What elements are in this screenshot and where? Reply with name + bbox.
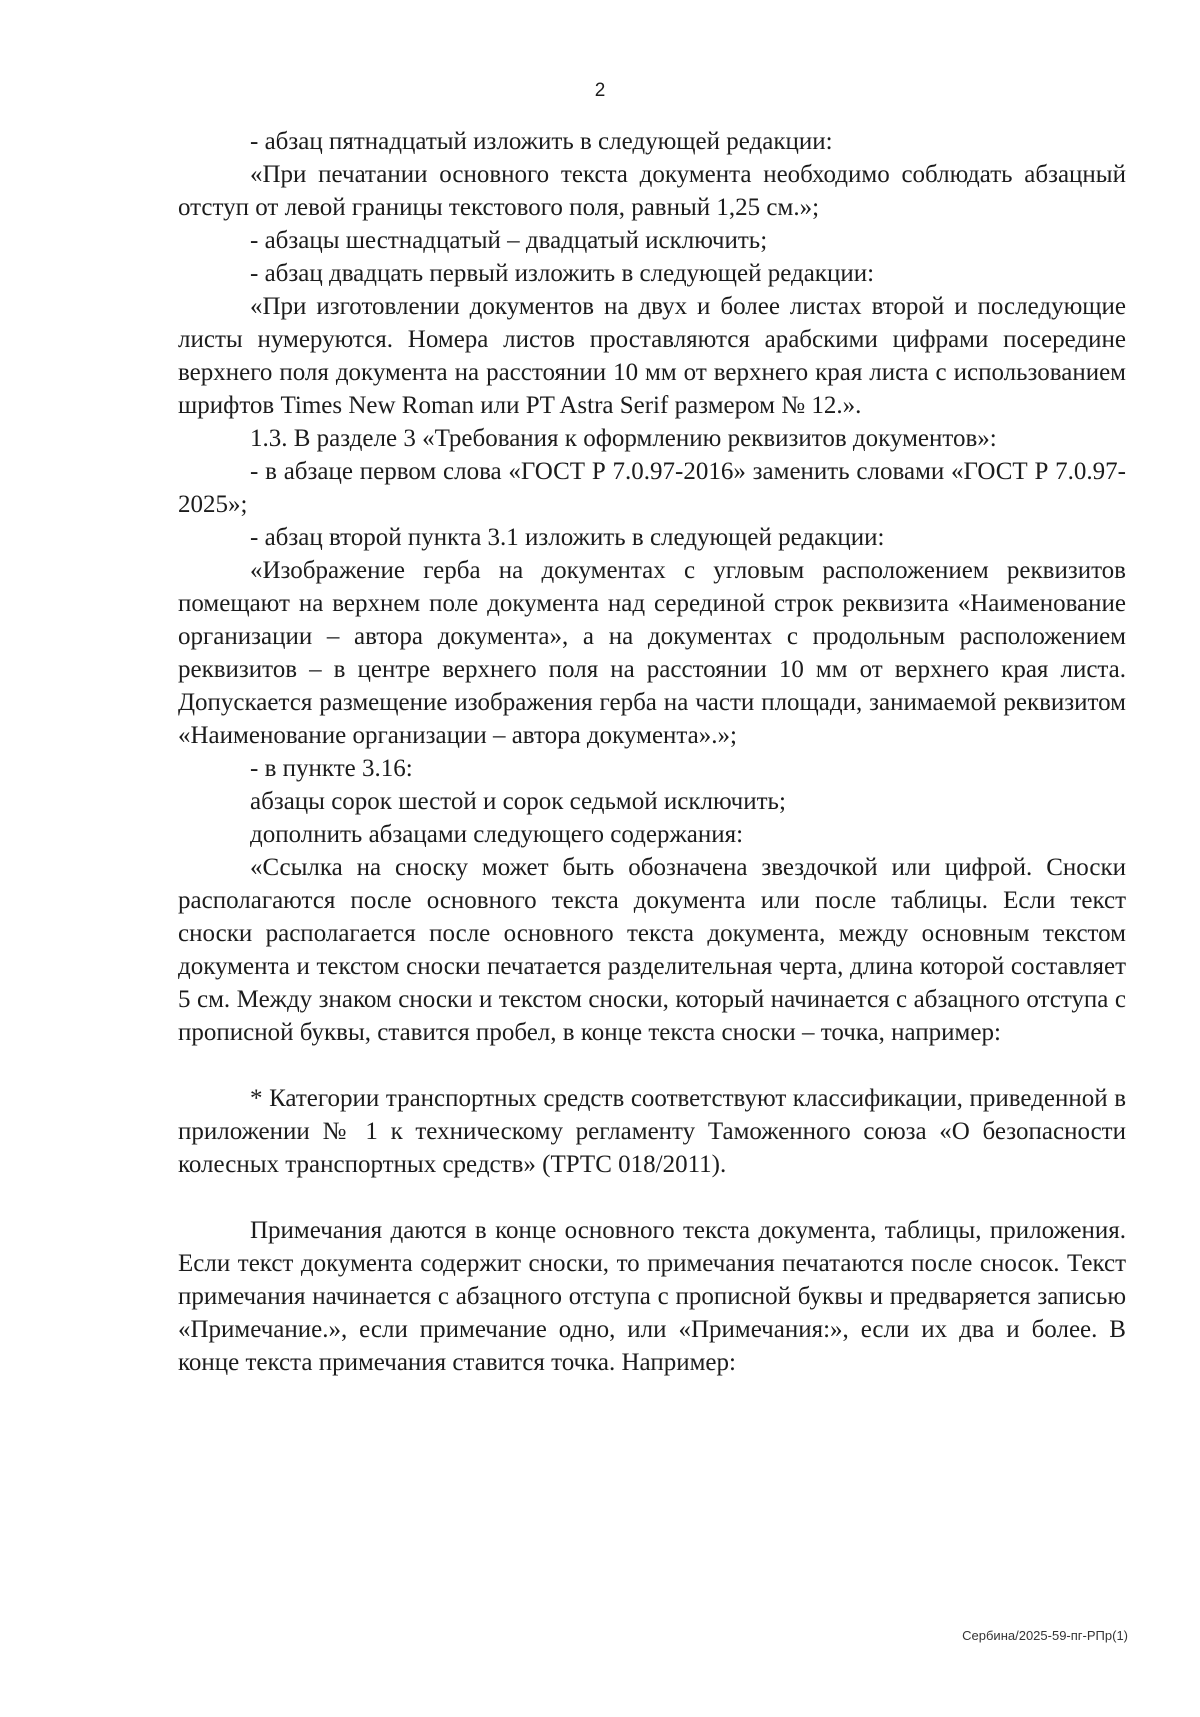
paragraph: - в пункте 3.16:: [250, 755, 413, 782]
paragraph: абзацы сорок шестой и сорок седьмой исключить;: [250, 788, 786, 815]
document-body: [178, 125, 1126, 1379]
paragraph: «Ссылка на сноску может быть обозначена звездочкой или цифрой. Сноски располагаются после основного текста документа или после таблицы. Если текст сноски располагается после основного текста документа, между основным текстом документа и текстом сноски печатается разделительная черта, длина которой составляет 5 см. Между знаком сноски и текстом сноски, который начинается с абзацного отступа с прописной буквы, ставится пробел, в конце текста сноски – точка, например:: [178, 854, 1126, 1046]
document-code: Сербина/2025-59-пг-РПр(1): [962, 1628, 1128, 1643]
paragraph: «Изображение герба на документах с угловым расположением реквизитов помещают на верхнем поле документа над серединой строк реквизита «Наименование организации – автора документа», а на документах с продольным расположением реквизитов – в центре верхнего поля на расстоянии 10 мм от верхнего края листа. Допускается размещение изображения герба на части площади, занимаемой реквизитом «Наименование организации – автора документа».»;: [178, 557, 1126, 749]
paragraph: 1.3. В разделе 3 «Требования к оформлению реквизитов документов»:: [250, 425, 997, 452]
paragraph: - в абзаце первом слова «ГОСТ Р 7.0.97-2016» заменить словами «ГОСТ Р 7.0.97-2025»;: [178, 458, 1126, 518]
page-number: 2: [594, 80, 606, 101]
paragraph: - абзацы шестнадцатый – двадцатый исключить;: [250, 227, 768, 254]
paragraph: - абзац второй пункта 3.1 изложить в следующей редакции:: [250, 524, 885, 551]
footnote-example: * Категории транспортных средств соответствуют классификации, приведенной в приложении № 1 к техническому регламенту Таможенного союза «О безопасности колесных транспортных средств» (ТРТС 018/2011).: [178, 1085, 1126, 1178]
paragraph: Примечания даются в конце основного текста документа, таблицы, приложения. Если текст документа содержит сноски, то примечания печатаются после сносок. Текст примечания начинается с абзацного отступа с прописной буквы и предваряется записью «Примечание.», если примечание одно, или «Примечания:», если их два и более. В конце текста примечания ставится точка. Например:: [178, 1217, 1126, 1376]
paragraph: дополнить абзацами следующего содержания:: [250, 821, 744, 848]
paragraph: - абзац двадцать первый изложить в следующей редакции:: [250, 260, 875, 287]
paragraph: - абзац пятнадцатый изложить в следующей редакции:: [250, 128, 833, 155]
paragraph: «При изготовлении документов на двух и более листах второй и последующие листы нумеруются. Номера листов проставляются арабскими цифрами посередине верхнего поля документа на расстоянии 10 мм от верхнего края листа с использованием шрифтов Times New Roman или PT Astra Serif размером № 12.».: [178, 293, 1126, 419]
paragraph: «При печатании основного текста документа необходимо соблюдать абзацный отступ от левой границы текстового поля, равный 1,25 см.»;: [178, 161, 1126, 221]
